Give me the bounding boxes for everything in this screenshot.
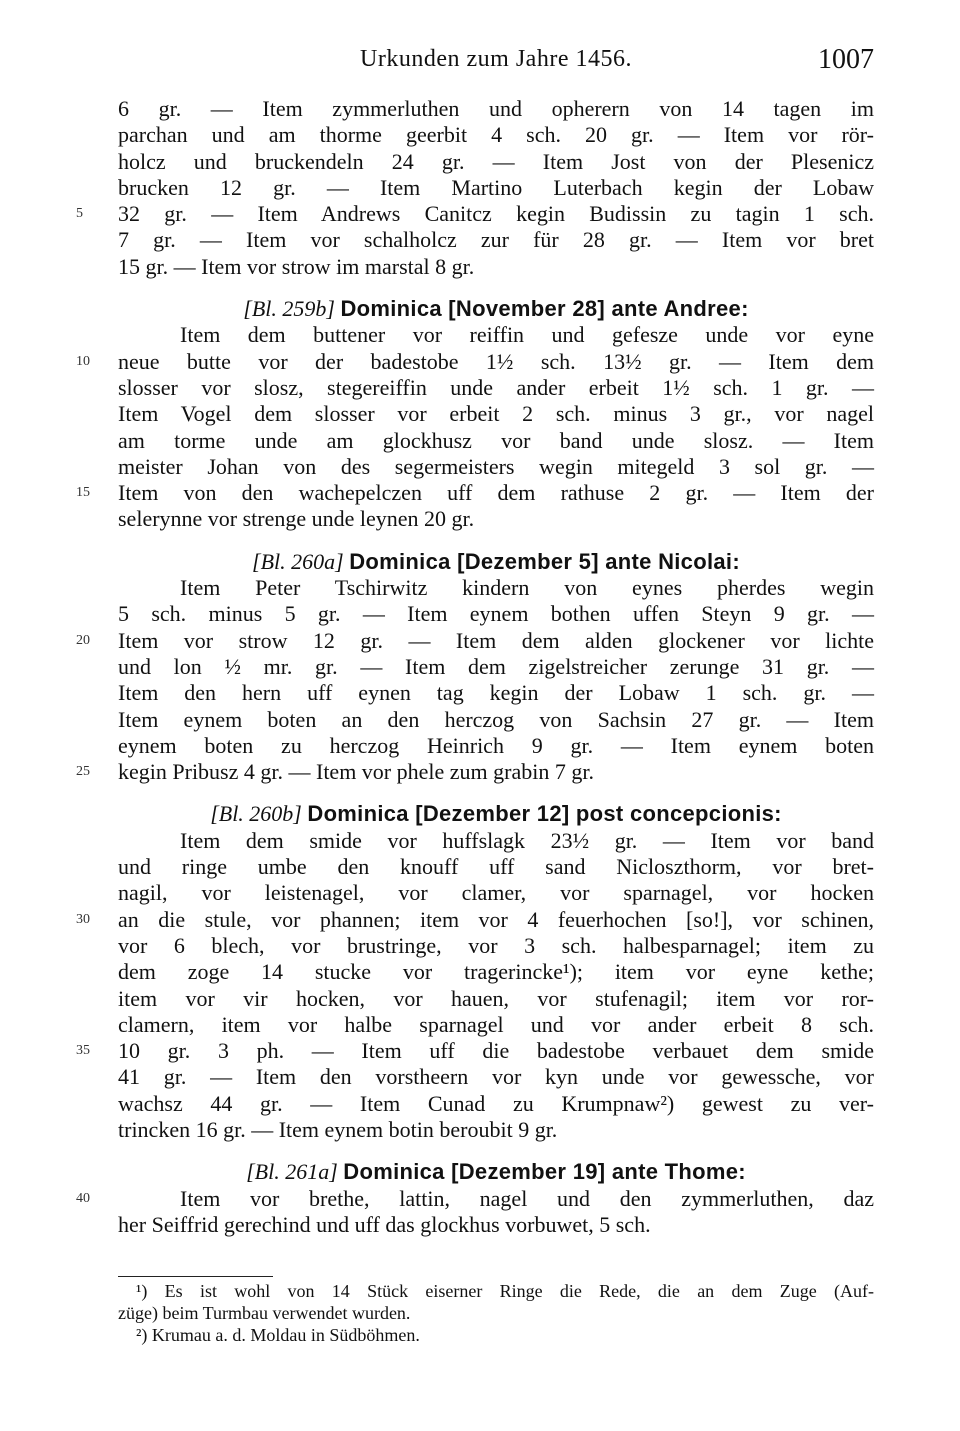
folio-reference: [Bl. 261a] bbox=[246, 1159, 344, 1185]
line-text: dem zoge 14 stucke vor tragerincke¹); item vor eyne kethe; bbox=[118, 959, 874, 985]
line-text: 41 gr. — Item den vorstheern vor kyn unde vor gewessche, vor bbox=[118, 1064, 874, 1090]
line-number: 15 bbox=[76, 485, 90, 501]
line-text: parchan und am thorme geerbit 4 sch. 20 gr. — Item vor rör- bbox=[118, 122, 874, 148]
line-number: 40 bbox=[76, 1190, 90, 1206]
line-number: 10 bbox=[76, 353, 90, 369]
line-text: eynem boten zu herczog Heinrich 9 gr. — Item eynem boten bbox=[118, 732, 874, 758]
text-line bbox=[118, 322, 874, 348]
folio-reference: [Bl. 259b] bbox=[243, 296, 341, 322]
text-line bbox=[118, 933, 874, 959]
text-line bbox=[76, 627, 874, 654]
text-line bbox=[118, 854, 874, 880]
running-title: Urkunden zum Jahre 1456. bbox=[360, 46, 632, 72]
text-line bbox=[118, 96, 874, 122]
text-line bbox=[118, 707, 874, 733]
text-line bbox=[118, 401, 874, 427]
folio-reference: [Bl. 260a] bbox=[252, 548, 350, 574]
text-line bbox=[76, 348, 874, 375]
page-header bbox=[118, 44, 874, 78]
line-number: 35 bbox=[76, 1043, 90, 1059]
line-number: 5 bbox=[76, 206, 83, 222]
section-heading bbox=[118, 549, 874, 575]
text-line bbox=[118, 254, 874, 280]
text-line bbox=[118, 733, 874, 759]
line-text: 5 sch. minus 5 gr. — Item eynem bothen uffen Steyn 9 gr. — bbox=[118, 601, 874, 627]
page-number: 1007 bbox=[818, 44, 874, 75]
section-title: Dominica [Dezember 12] post concepcionis: bbox=[307, 801, 782, 827]
text-line bbox=[118, 654, 874, 680]
text-line bbox=[118, 375, 874, 401]
text-line bbox=[118, 506, 874, 532]
line-text: brucken 12 gr. — Item Martino Luterbach kegin der Lobaw bbox=[118, 174, 874, 200]
footnote: züge) beim Turmbau verwendet wurden. bbox=[118, 1303, 411, 1323]
line-text: Item vor brethe, lattin, nagel und den zymmerluthen, daz bbox=[180, 1185, 874, 1211]
line-text: neue butte vor der badestobe 1½ sch. 13½ gr. — Item dem bbox=[118, 348, 874, 374]
text-line bbox=[118, 227, 874, 253]
line-text: vor 6 blech, vor brustringe, vor 3 sch. halbesparnagel; item zu bbox=[118, 932, 874, 958]
footnote: ²) Krumau a. d. Moldau in Südböhmen. bbox=[136, 1325, 420, 1345]
text-line bbox=[76, 480, 874, 506]
text-line bbox=[118, 454, 874, 480]
line-text: Item Vogel dem slosser vor erbeit 2 sch. minus 3 gr., vor nagel bbox=[118, 401, 874, 427]
line-text: item vor vir hocken, vor hauen, vor stufenagil; item vor ror- bbox=[118, 985, 874, 1011]
line-text: Item dem buttener vor reiffin und gefesze unde vor eyne bbox=[180, 322, 874, 348]
line-text: slosser vor slosz, stegereiffin unde ander erbeit 1½ sch. 1 gr. — bbox=[118, 374, 874, 400]
main-text bbox=[76, 96, 874, 1238]
section-title: Dominica [Dezember 19] ante Thome: bbox=[343, 1159, 746, 1185]
line-text: 6 gr. — Item zymmerluthen und opherern von 14 tagen im bbox=[118, 96, 874, 121]
line-text: Item eynem boten an den herczog von Sachsin 27 gr. — Item bbox=[118, 706, 874, 732]
line-text: kegin Pribusz 4 gr. — Item vor phele zum grabin 7 gr. bbox=[118, 759, 594, 785]
text-line bbox=[118, 1064, 874, 1090]
text-line bbox=[76, 201, 874, 227]
line-text: her Seiffrid gerechind und uff das glockhus vorbuwet, 5 sch. bbox=[118, 1211, 651, 1237]
text-line bbox=[118, 986, 874, 1012]
text-line bbox=[76, 906, 874, 933]
section-heading bbox=[118, 296, 874, 322]
line-number: 20 bbox=[76, 632, 90, 648]
line-text: 32 gr. — Item Andrews Canitcz kegin Budissin zu tagin 1 sch. bbox=[118, 201, 874, 227]
line-text: 7 gr. — Item vor schalholcz zur für 28 gr. — Item vor bret bbox=[118, 227, 874, 253]
text-line bbox=[118, 149, 874, 175]
line-text: an die stule, vor phannen; item vor 4 feuerhochen [so!], vor schinen, bbox=[118, 906, 874, 932]
line-text: und lon ½ mr. gr. — Item dem zigelstreicher zerunge 31 gr. — bbox=[118, 653, 874, 679]
line-text: und ringe umbe den knouff uff sand Nicloszthorm, vor bret- bbox=[118, 854, 874, 880]
text-line bbox=[76, 759, 874, 785]
section-heading bbox=[118, 1159, 874, 1185]
line-text: 10 gr. 3 ph. — Item uff die badestobe verbauet dem smide bbox=[118, 1038, 874, 1064]
text-line bbox=[118, 122, 874, 148]
text-line bbox=[118, 959, 874, 985]
line-text: Item Peter Tschirwitz kindern von eynes pherdes wegin bbox=[180, 575, 874, 601]
line-text: nagil, vor leistenagel, vor clamer, vor sparnagel, vor hocken bbox=[118, 880, 874, 906]
text-line bbox=[118, 428, 874, 454]
line-text: clamern, item vor halbe sparnagel und vor ander erbeit 8 sch. bbox=[118, 1011, 874, 1037]
section-title: Dominica [November 28] ante Andree: bbox=[340, 296, 749, 322]
line-text: 15 gr. — Item vor strow im marstal 8 gr. bbox=[118, 253, 475, 279]
line-text: Item von den wachepelczen uff dem rathuse 2 gr. — Item der bbox=[118, 480, 874, 506]
text-line bbox=[76, 1038, 874, 1064]
text-line bbox=[118, 1212, 874, 1238]
text-line bbox=[76, 1185, 874, 1212]
line-text: trincken 16 gr. — Item eynem botin beroubit 9 gr. bbox=[118, 1116, 558, 1142]
line-number: 30 bbox=[76, 911, 90, 927]
line-text: meister Johan von des segermeisters wegin mitegeld 3 sol gr. — bbox=[118, 453, 874, 479]
text-line bbox=[118, 175, 874, 201]
footnote: ¹) Es ist wohl von 14 Stück eiserner Ringe die Rede, die an dem Zuge (Auf- bbox=[136, 1281, 874, 1301]
section-title: Dominica [Dezember 5] ante Nicolai: bbox=[349, 548, 740, 574]
text-line bbox=[118, 1117, 874, 1143]
text-line bbox=[118, 575, 874, 601]
section-heading bbox=[118, 801, 874, 827]
line-number: 25 bbox=[76, 764, 90, 780]
line-text: wachsz 44 gr. — Item Cunad zu Krumpnaw²) gewest zu ver- bbox=[118, 1090, 874, 1116]
text-line bbox=[118, 1012, 874, 1038]
text-line bbox=[118, 601, 874, 627]
text-line bbox=[118, 880, 874, 906]
line-text: holcz und bruckendeln 24 gr. — Item Jost von der Plesenicz bbox=[118, 148, 874, 174]
text-line bbox=[118, 680, 874, 706]
folio-reference: [Bl. 260b] bbox=[210, 801, 308, 827]
text-line bbox=[118, 828, 874, 854]
footnotes bbox=[118, 1280, 874, 1346]
line-text: Item den hern uff eynen tag kegin der Lobaw 1 sch. gr. — bbox=[118, 680, 874, 706]
line-text: am torme unde am glockhusz vor band unde slosz. — Item bbox=[118, 427, 874, 453]
line-text: Item vor strow 12 gr. — Item dem alden glockener vor lichte bbox=[118, 627, 874, 653]
text-line bbox=[118, 1091, 874, 1117]
line-text: selerynne vor strenge unde leynen 20 gr. bbox=[118, 506, 475, 532]
line-text: Item dem smide vor huffslagk 23½ gr. — Item vor band bbox=[180, 827, 874, 853]
footnote-rule bbox=[118, 1276, 273, 1277]
